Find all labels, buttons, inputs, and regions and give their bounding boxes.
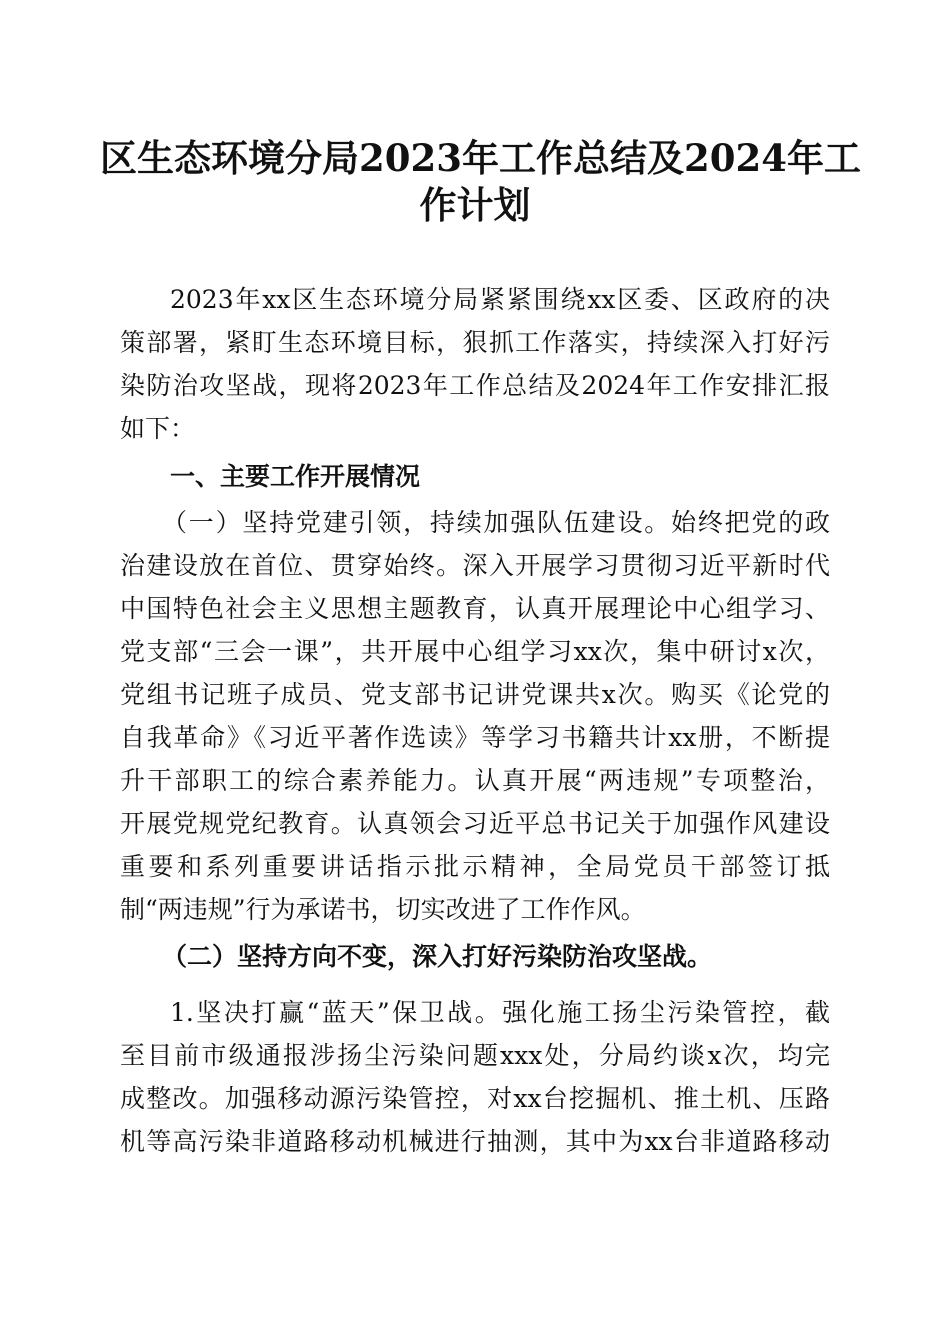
intro-line-4: 如下： bbox=[120, 414, 196, 443]
part-2-heading: （二）坚持方向不变，深入打好污染防治攻坚战。 bbox=[162, 942, 713, 971]
part-1-line-8: 开展党规党纪教育。认真领会习近平总书记关于加强作风建设 bbox=[120, 809, 830, 838]
part-1-line-6: 自我革命》《习近平著作选读》等学习书籍共计xx册，不断提 bbox=[120, 723, 830, 752]
part-1-line-3: 中国特色社会主义思想主题教育，认真开展理论中心组学习、 bbox=[120, 594, 830, 623]
document-title-line-1: 区生态环境分局2023年工作总结及2024年工 bbox=[100, 136, 861, 180]
part-2-item-1-line-3: 成整改。加强移动源污染管控，对xx台挖掘机、推土机、压路 bbox=[120, 1084, 830, 1113]
part-1-line-1: （一）坚持党建引领，持续加强队伍建设。始终把党的政 bbox=[162, 508, 830, 537]
part-2-item-1-line-4: 机等高污染非道路移动机械进行抽测，其中为xx台非道路移动 bbox=[120, 1127, 830, 1156]
part-1-line-2: 治建设放在首位、贯穿始终。深入开展学习贯彻习近平新时代 bbox=[120, 551, 830, 580]
part-2-item-1-line-1: 1.坚决打赢“蓝天”保卫战。强化施工扬尘污染管控，截 bbox=[170, 998, 830, 1027]
part-1-line-7: 升干部职工的综合素养能力。认真开展“两违规”专项整治， bbox=[120, 766, 830, 795]
intro-line-3: 染防治攻坚战，现将2023年工作总结及2024年工作安排汇报 bbox=[120, 371, 830, 400]
part-2-item-1-line-2: 至目前市级通报涉扬尘污染问题xxx处，分局约谈x次，均完 bbox=[120, 1041, 830, 1070]
section-heading: 一、主要工作开展情况 bbox=[170, 462, 421, 491]
part-1-line-9: 重要和系列重要讲话指示批示精神，全局党员干部签订抵 bbox=[120, 852, 830, 881]
document-title-line-2: 作计划 bbox=[419, 183, 531, 227]
intro-line-2: 策部署，紧盯生态环境目标，狠抓工作落实，持续深入打好污 bbox=[120, 328, 830, 357]
intro-line-1: 2023年xx区生态环境分局紧紧围绕xx区委、区政府的决 bbox=[170, 285, 830, 314]
part-1-line-5: 党组书记班子成员、党支部书记讲党课共x次。购买《论党的 bbox=[120, 680, 830, 709]
part-1-line-10: 制“两违规”行为承诺书，切实改进了工作作风。 bbox=[120, 895, 646, 924]
part-1-line-4: 党支部“三会一课”，共开展中心组学习xx次，集中研讨x次， bbox=[120, 637, 830, 666]
